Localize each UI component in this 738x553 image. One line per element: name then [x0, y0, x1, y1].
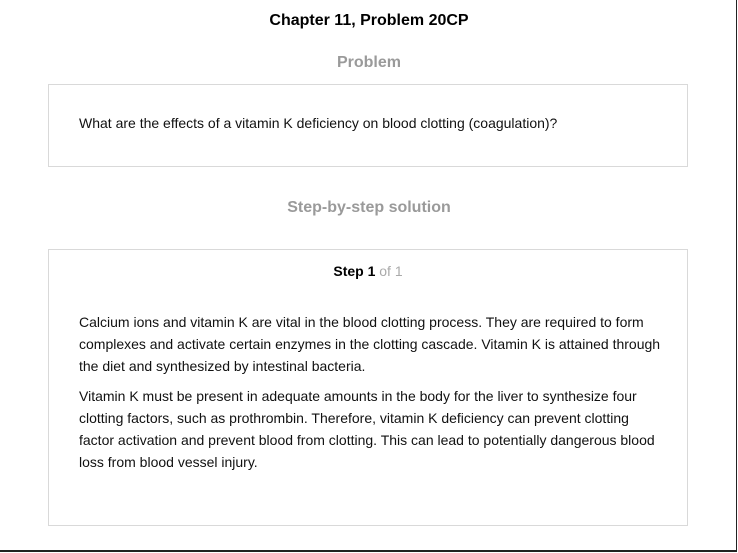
- step-body: [79, 311, 665, 481]
- solution-card: [48, 249, 688, 526]
- step-indicator: [49, 263, 687, 279]
- solution-paragraph: Vitamin K must be present in adequate amounts in the body for the liver to synthesize four clotting factors, such as prothrombin. Therefore, vitamin K deficiency can prevent clotting factor activation and prevent blood from clotting. This can lead to potentially dangerous blood loss from blood vessel injury.: [79, 388, 655, 470]
- problem-card: [48, 84, 688, 167]
- solution-paragraph: Calcium ions and vitamin K are vital in the blood clotting process. They are required to form complexes and activate certain enzymes in the clotting cascade. Vitamin K is attained through the diet and synthesized by intestinal bacteria.: [79, 314, 661, 374]
- problem-heading: Problem: [336, 54, 401, 71]
- problem-text: What are the effects of a vitamin K deficiency on blood clotting (coagulation)?: [79, 115, 558, 131]
- chapter-title: Chapter 11, Problem 20CP: [269, 12, 469, 29]
- step-total: of 1: [375, 263, 403, 279]
- step-number: Step 1: [333, 263, 376, 279]
- solution-heading: Step-by-step solution: [287, 199, 451, 216]
